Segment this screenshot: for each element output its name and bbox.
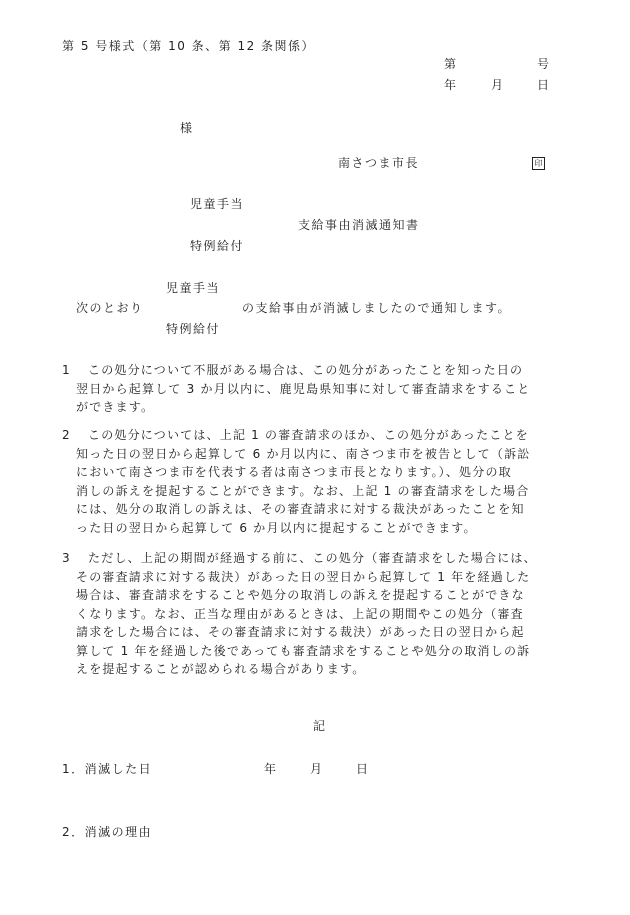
title-line-b: 特例給付 xyxy=(190,239,245,253)
note-1 xyxy=(62,361,582,417)
note-line: 知った日の翌日から起算して 6 か月以内に、南さつま市を被告として（訴訟 xyxy=(76,446,531,461)
note-line: った日の翌日から起算して 6 か月以内に提起することができます。 xyxy=(76,520,477,535)
item-1-label: 1．消滅した日 xyxy=(62,762,153,776)
item-1-month: 月 xyxy=(310,762,324,776)
note-line: この処分について不服がある場合は、この処分があったことを知った日の xyxy=(88,363,524,377)
body-suffix: の支給事由が消滅しましたので通知します。 xyxy=(242,301,512,315)
seal-icon: 印 xyxy=(532,157,545,170)
note-line: 算して 1 年を経過した後であっても審査請求をすることや処分の取消しの訴 xyxy=(76,643,531,658)
note-line: ただし、上記の期間が経過する前に、この処分（審査請求をした場合には、 xyxy=(88,551,537,565)
note-line: えを提起することが認められる場合があります。 xyxy=(76,662,366,676)
note-number: 2 xyxy=(62,428,71,442)
note-number: 1 xyxy=(62,363,71,377)
note-line: ができます。 xyxy=(76,400,155,414)
form-label: 第 5 号様式（第 10 条、第 12 条関係） xyxy=(62,39,316,53)
doc-no-suffix: 号 xyxy=(537,57,551,71)
issuer-name: 南さつま市長 xyxy=(338,156,420,170)
date-day: 日 xyxy=(537,78,551,92)
document-title: 支給事由消滅通知書 xyxy=(298,218,420,232)
note-line: この処分については、上記 1 の審査請求のほか、この処分があったことを xyxy=(88,428,529,442)
date-year: 年 xyxy=(444,78,458,92)
item-1-year: 年 xyxy=(264,762,278,776)
note-line: くなります。なお、正当な理由があるときは、上記の期間やこの処分（審査 xyxy=(76,606,524,621)
note-line: 翌日から起算して 3 か月以内に、鹿児島県知事に対して審査請求をすること xyxy=(76,381,531,396)
addressee-honorific: 様 xyxy=(180,121,194,135)
note-line: 消しの訴えを提起することができます。なお、上記 1 の審査請求をした場合 xyxy=(76,483,530,498)
item-2-label: 2．消滅の理由 xyxy=(62,825,153,839)
date-month: 月 xyxy=(491,78,505,92)
note-line: 場合は、審査請求をすることや処分の取消しの訴えを提起することができな xyxy=(76,588,525,602)
body-prefix: 次のとおり xyxy=(76,301,144,315)
note-3 xyxy=(62,549,582,679)
seal-mark xyxy=(532,155,545,171)
note-2 xyxy=(62,426,582,537)
body-line-a: 児童手当 xyxy=(166,281,221,295)
note-line: には、処分の取消しの訴えは、その審査請求に対する裁決があったことを知 xyxy=(76,502,525,516)
title-line-a: 児童手当 xyxy=(190,197,245,211)
note-line: その審査請求に対する裁決）があった日の翌日から起算して 1 年を経過した xyxy=(76,569,531,584)
doc-no-prefix: 第 xyxy=(444,57,458,71)
note-line: において南さつま市を代表する者は南さつま市長となります。）、処分の取 xyxy=(76,465,512,479)
item-1-day: 日 xyxy=(356,762,370,776)
note-number: 3 xyxy=(62,551,71,565)
body-line-b: 特例給付 xyxy=(166,322,221,336)
note-line: 請求をした場合には、その審査請求に対する裁決）があった日の翌日から起 xyxy=(76,625,525,639)
ki-heading: 記 xyxy=(313,719,327,733)
